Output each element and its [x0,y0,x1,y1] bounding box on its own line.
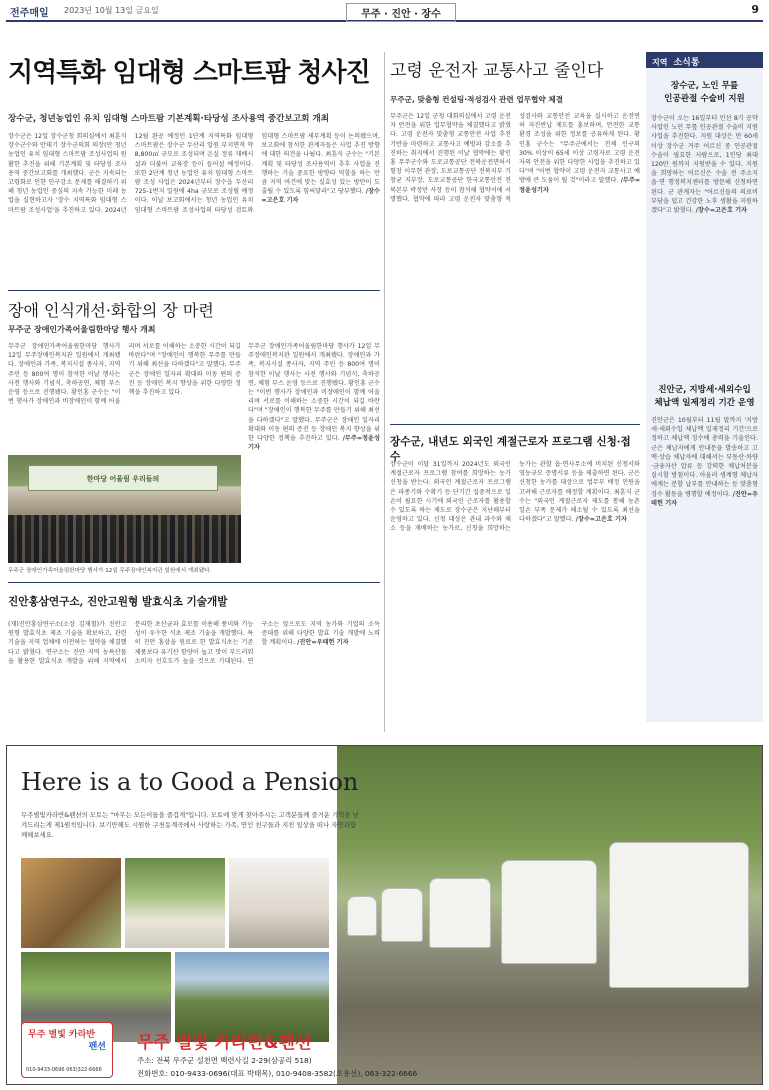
sidebar-item2-body [651,416,758,716]
logo-sub-text: 펜션 [88,1042,106,1052]
divider [8,582,380,583]
lead-byline: /장수=고은호 기자 [261,188,380,205]
ad-title: Here is a to Good a Pension [21,768,359,796]
disability-body-text-cont: 무주군 장애인가족어울림한마당 행사가 12일 무주장애인복지관 일원에서 개최됐다. 장애인과 가족, 복지시설 종사자, 지역 주민 등 800여 명이 참석한 이날 행사는 사전 행사와 기념식, 축하공연, 체험 부스 운영 등으로 진행됐다. 황인홍 군수는 "이번 행사가 장애인과 비장애인이 함께 어울리며 서로를 이해하는 소중한 시간이 되길 바란다"며 "장애인이 행복한 무주를 만들기 위해 최선을 다하겠다"고 말했다. 무주군은 장애인 일자리 확대와 이동 편의 증진 등 장애인 복지 향상을 위한 다양한 정책을 추진하고 있다. [248,343,380,443]
seasonal-body [390,460,640,730]
section-title: 무주 · 진안 · 장수 [346,3,456,22]
sidebar-item2-title-line1: 진안군, 지방세·세외수입 [658,385,751,395]
pension-advertisement [6,745,763,1085]
elderly-body [390,112,640,428]
caravan-photo [337,746,763,1084]
campsite-photo [125,858,225,948]
sidebar-tag-region: 지역 [652,58,668,67]
caravan [347,896,377,936]
seasonal-body-text: 장수군이 이달 31일까지 2024년도 외국인 계절근로자 프로그램 참여를 희망하는 농가 신청을 받는다. 외국인 계절근로자 프로그램은 파종기와 수확기 등 단기간 집중적으로 일손이 필요한 시기에 외국인 근로자를 활용할 수 있도록 하는 제도로 장수군은 지난해부터 운영하고 있다. 신청 대상은 관내 과수와 채소 등을 재배하는 농가로, 신청을 희망하는 농가는 관할 읍·면사무소에 비치된 신청서와 영농규모 증명서류 등을 제출하면 된다. 군은 신청한 농가를 대상으로 법무부 배정 인원을 고려해 근로자를 배정할 계획이다. 최훈식 군수는 "외국인 계절근로자 제도를 통해 농촌 일손 부족 문제가 해소될 수 있도록 최선을 다하겠다"고 말했다. [390,461,640,533]
sidebar-tag-title: 소식통 [673,58,700,68]
seasonal-byline: /장수=고은호 기자 [575,516,628,524]
sidebar-item1-body [651,114,758,426]
sidebar-item1-byline: /장수=고은호 기자 [695,207,748,215]
vinegar-body [8,620,380,732]
ad-text: 무주별빛카라반&펜션의 모토는 "마무는 모든이들을 즐겁게"입니다. 모토에 맞게 찾아주시는 고객분들께 즐거운 기억을 남겨드리는게 제1원칙입니다. 보기만해도 시원한 구천동계곡에서 사랑하는 가족, 연인 친구들과 지친 일상을 떠나 자연과함께해보세요. [21,811,359,839]
sidebar-tag [646,52,763,68]
lead-body-text: 장수군은 12일 장수군청 회의실에서 최훈식 장수군수와 안태기 장수군의회 의장(안 청년농업인 유치 임대형 스마트팜 조성사업의 원활한 추진을 위해 기본계획 및 타당성 조사용역 중간보고회를 개최했다. 군은 지속되는 고령화로 인한 인구감소 문제를 해결하기 위해 청년 농업인 중심의 지속 가능한 미래 농업을 실현하고자 '장수 지역특화 임대형 스마트팜 조성사업'을 추진하고 있다. 2024년 12월 완공 예정인 1단계 지역특화 임대형 스마트팜은 장수군 두산리 일원 부지면적 약 8,800㎡ 규모로 조성되며 온실 정류 재배시설과 더불어 교육장 등이 들어설 예정이다. 또한 2단계 청년 농업인 유치 임대형 스마트팜 조성 사업은 2024년부터 장수읍 두산리 725-1번지 일원에 4ha 규모로 조성될 예정이다. 이날 보고회에서는 청년 농업인 유치 임대형 스마트팜 조성사업의 타당성 검토와 임대형 스마트팜 세부계획 등이 논의됐으며, 보고회에 참석한 관계자들은 사업 추진 방향에 대한 의견을 나눴다. 최훈식 군수는 "기본계획 및 타당성 조사용역이 추후 사업을 진행하는 기술 중요한 방향타 역할을 하는 만큼 지역 여건에 맞는 실효성 있는 방안이 도출될 수 있도록 힘써달라"고 당부했다. [8,133,380,214]
disability-headline: 장애 인식개선·화합의 장 마련 [8,301,214,320]
seasonal-headline: 장수군, 내년도 외국인 계절근로자 프로그램 신청·접수 [390,436,631,463]
pension-address: 주소: 전북 무주군 설천면 백련사길 2-29(삼공리 518) [137,1056,312,1065]
sidebar-item2-text: 진안군은 10월부터 11월 말까지 '지방세·세외수입 체납액 일제정리 기간'으로 정하고 체납액 징수에 총력을 기울인다. 군은 체납자에게 안내문을 발송하고 고액·상습 체납자에 대해서는 부동산·차량·금융자산 압류 등 강력한 체납처분을 실시할 방침이다. 아울러 생계형 체납자에게는 분할 납부를 안내하는 등 맞춤형 징수 활동을 병행할 예정이다. [651,417,758,498]
disability-body-cont [248,342,380,558]
disability-body-text: 무주군 장애인가족어울림한마당 행사가 12일 무주장애인복지관 일원에서 개최됐다. 장애인과 가족, 복지시설 종사자, 지역 주민 등 800여 명이 참석한 이날 행사는 사전 행사와 기념식, 축하공연, 체험 부스 운영 등으로 진행됐다. 황인홍 군수는 "이번 행사가 장애인과 비장애인이 함께 어울리며 서로를 이해하는 소중한 시간이 되길 바란다"며 "장애인이 행복한 무주를 만들기 위해 최선을 다하겠다"고 말했다. 무주군은 장애인 일자리 확대와 이동 편의 증진 등 장애인 복지 향상을 위한 다양한 정책을 추진하고 있다. [8,343,241,406]
interior-photo [229,858,329,948]
sidebar-item2-title [646,384,763,410]
caravan [501,860,597,964]
logo-tel-text: 010-9433-0696 063)322-6666 [26,1067,102,1073]
disability-subhead: 무주군 장애인가족어울림한마당 행사 개최 [8,325,156,334]
caravan [609,842,749,988]
sidebar-item1-title-line2: 인공관절 수술비 지원 [664,94,745,104]
elderly-byline: /무주=정윤성기자 [519,177,640,194]
sidebar-item1-title [646,80,763,106]
vinegar-byline: /진안=우태헌 기자 [297,639,349,647]
event-photo [8,455,241,563]
elderly-headline: 고령 운전자 교통사고 줄인다 [390,61,604,81]
pension-logo [21,1022,113,1078]
elderly-subhead: 무주군, 맞춤형 컨설팅·적성검사 관련 업무협약 체결 [390,95,564,104]
lead-subhead: 장수군, 청년농업인 유치 임대형 스마트팜 기본계획·타당성 조사용역 중간보고회 개최 [8,114,330,124]
paper-name: 전주매일 [10,8,49,19]
lead-body [8,132,380,280]
divider [390,424,640,425]
disability-byline: /무주=정윤성 기자 [248,435,380,452]
logo-main-text: 무주 별빛 카라반 [28,1030,96,1040]
vinegar-headline: 진안홍삼연구소, 진안고원형 발효식초 기술개발 [8,596,228,608]
pergola-photo [21,858,121,948]
divider [8,290,380,291]
pension-phone: 전화번호: 010-9433-0696(대표 박태목), 010-9408-3582(오용선), 063-322-6666 [137,1069,418,1078]
disability-body [8,342,241,450]
elderly-body-text: 무주군은 12일 군청 대회의실에서 고령 운전자 안전을 위한 업무협약을 체결했다고 밝혔다. 고령 운전자 맞춤형 교통안전 사업 추진 기반을 마련하고 교통사고 예방과 감소를 추진하는 취지에서 진행된 이날 협약에는 황인홍 무주군수와 도로교통공단 전북운전면허시험장 이무현 관장, 도로교통공단 전북지부 기창균 지부장, 도로교통공단 한국교통안전 전북본부 박정만 사장 등이 참석해 협약서에 서명했다. 협약에 따라 고령 운전자 맞춤형 적성검사와 교통안전 교육을 실시하고 운전면허 자진반납 제도를 홍보하며, 안전한 교통 환경 조성을 위한 정보를 공유하게 된다. 황인홍 군수는 "무주군에서는 전체 인구의 30% 이상이 65세 이상 고령자로 고령 운전자의 안전을 위한 다양한 사업을 추진하고 있다"며 "이번 협약이 고령 운전자 교통사고 예방에 큰 도움이 될 것"이라고 말했다. [390,113,640,203]
sidebar-item2-byline: /진안=우태헌 기자 [651,490,758,507]
lead-headline: 지역특화 임대형 스마트팜 청사진 [8,58,370,88]
sidebar-item1-title-line1: 장수군, 노인 무릎 [670,81,739,91]
event-banner-text: 한마당 어울림 우리들의 [86,475,160,483]
column-divider [384,52,385,732]
caravan [381,888,423,942]
page-number: 9 [751,3,759,16]
sidebar-item2-title-line2: 체납액 일제정리 기간 운영 [654,398,755,408]
caravan [429,878,491,948]
event-banner [28,465,218,491]
issue-date: 2023년 10월 13일 금요일 [64,6,159,15]
masthead [6,0,763,22]
audience [8,515,241,563]
pension-name: 무주 별빛 카라반&펜션 [137,1033,312,1053]
vinegar-body-text: (재)진안홍삼연구소(소장 김재철)가 진안고원형 발효식초 제조 기술을 확보하고, 관련 기술을 지역 업체에 이전하는 협약을 체결했다고 밝혔다. 연구소는 진안 지역 농특산물을 활용한 발효식초 개발을 위해 지역에서 분리한 초산균과 효모를 이용해 풍미와 기능성이 우수한 식초 제조 기술을 개발했다. 특히 진안 홍삼을 원료로 한 발효식초는 기존 제품보다 유기산 함량이 높고 맛이 부드러워 소비자 선호도가 높을 것으로 기대된다. 연구소는 앞으로도 지역 농가와 기업의 소득 증대를 위해 다양한 발효 기술 개발에 노력할 계획이다. [8,621,380,665]
photo-caption: 무주군 장애인가족어울림한마당 행사가 12일 무주장애인복지관 일원에서 개최됐다. [8,568,212,574]
sidebar-news [646,52,763,722]
sidebar-item1-text: 장수군이 오는 16일부터 민선 8기 공약사업인 노인 무릎 인공관절 수술비 지원 사업을 추진한다. 지원 대상은 만 60세 이상 장수군 거주 어르신 중 인공관절 수술이 필요한 사람으로, 1인당 최대 120만 원까지 지원받을 수 있다. 지원을 희망하는 어르신은 수술 전 주소지 읍·면 행정복지센터를 방문해 신청하면 된다. 군 관계자는 "어르신들의 의료비 부담을 덜고 건강한 노후 생활을 지원하겠다"고 밝혔다. [651,115,758,215]
